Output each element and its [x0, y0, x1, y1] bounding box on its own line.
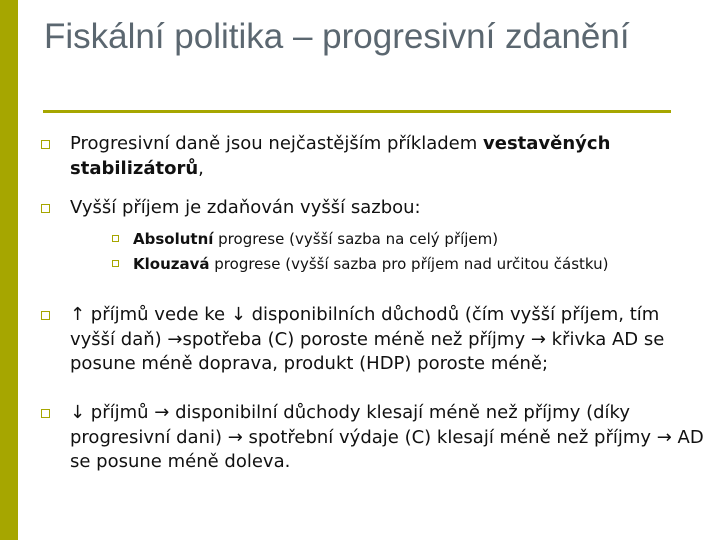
subbullet-text: progrese (vyšší sazba pro příjem nad určitou částku) [209, 255, 609, 273]
title-underline [43, 110, 671, 113]
subbullet-text: progrese (vyšší sazba na celý příjem) [213, 230, 499, 248]
square-bullet-icon [41, 311, 50, 320]
slide-title: Fiskální politika – progresivní zdanění [44, 17, 630, 56]
sidebar-accent-bar [0, 0, 18, 540]
subbullet-bold-text: Klouzavá [133, 255, 210, 273]
subbullet-item-1 [133, 228, 703, 250]
subbullet-item-2 [133, 253, 703, 275]
bullet-item-4 [70, 401, 705, 475]
subbullet-bold-text: Absolutní [133, 230, 214, 248]
bullet-item-2 [70, 196, 705, 221]
square-bullet-icon [41, 204, 50, 213]
bullet-bold-text: vestavěných stabilizátorů [70, 133, 611, 179]
square-bullet-icon [41, 140, 50, 149]
square-bullet-icon [112, 235, 119, 242]
bullet-text: ↑ příjmů vede ke ↓ disponibilních důchodů (čím vyšší příjem, tím vyšší daň) →spotřeba (C) poroste méně než příjmy → křivka AD se posune méně doprava, produkt (HDP) poroste méně; [70, 304, 665, 374]
bullet-item-1 [70, 132, 705, 181]
bullet-text: Progresivní daně jsou nejčastějším příkladem [70, 133, 483, 154]
bullet-item-3 [70, 303, 705, 377]
square-bullet-icon [41, 409, 50, 418]
bullet-text: Vyšší příjem je zdaňován vyšší sazbou: [70, 197, 421, 218]
bullet-text-suffix: , [198, 157, 204, 179]
bullet-text: ↓ příjmů → disponibilní důchody klesají méně než příjmy (díky progresivní dani) → spotřební výdaje (C) klesají méně než příjmy → AD se posune méně doleva. [70, 402, 704, 472]
square-bullet-icon [112, 260, 119, 267]
